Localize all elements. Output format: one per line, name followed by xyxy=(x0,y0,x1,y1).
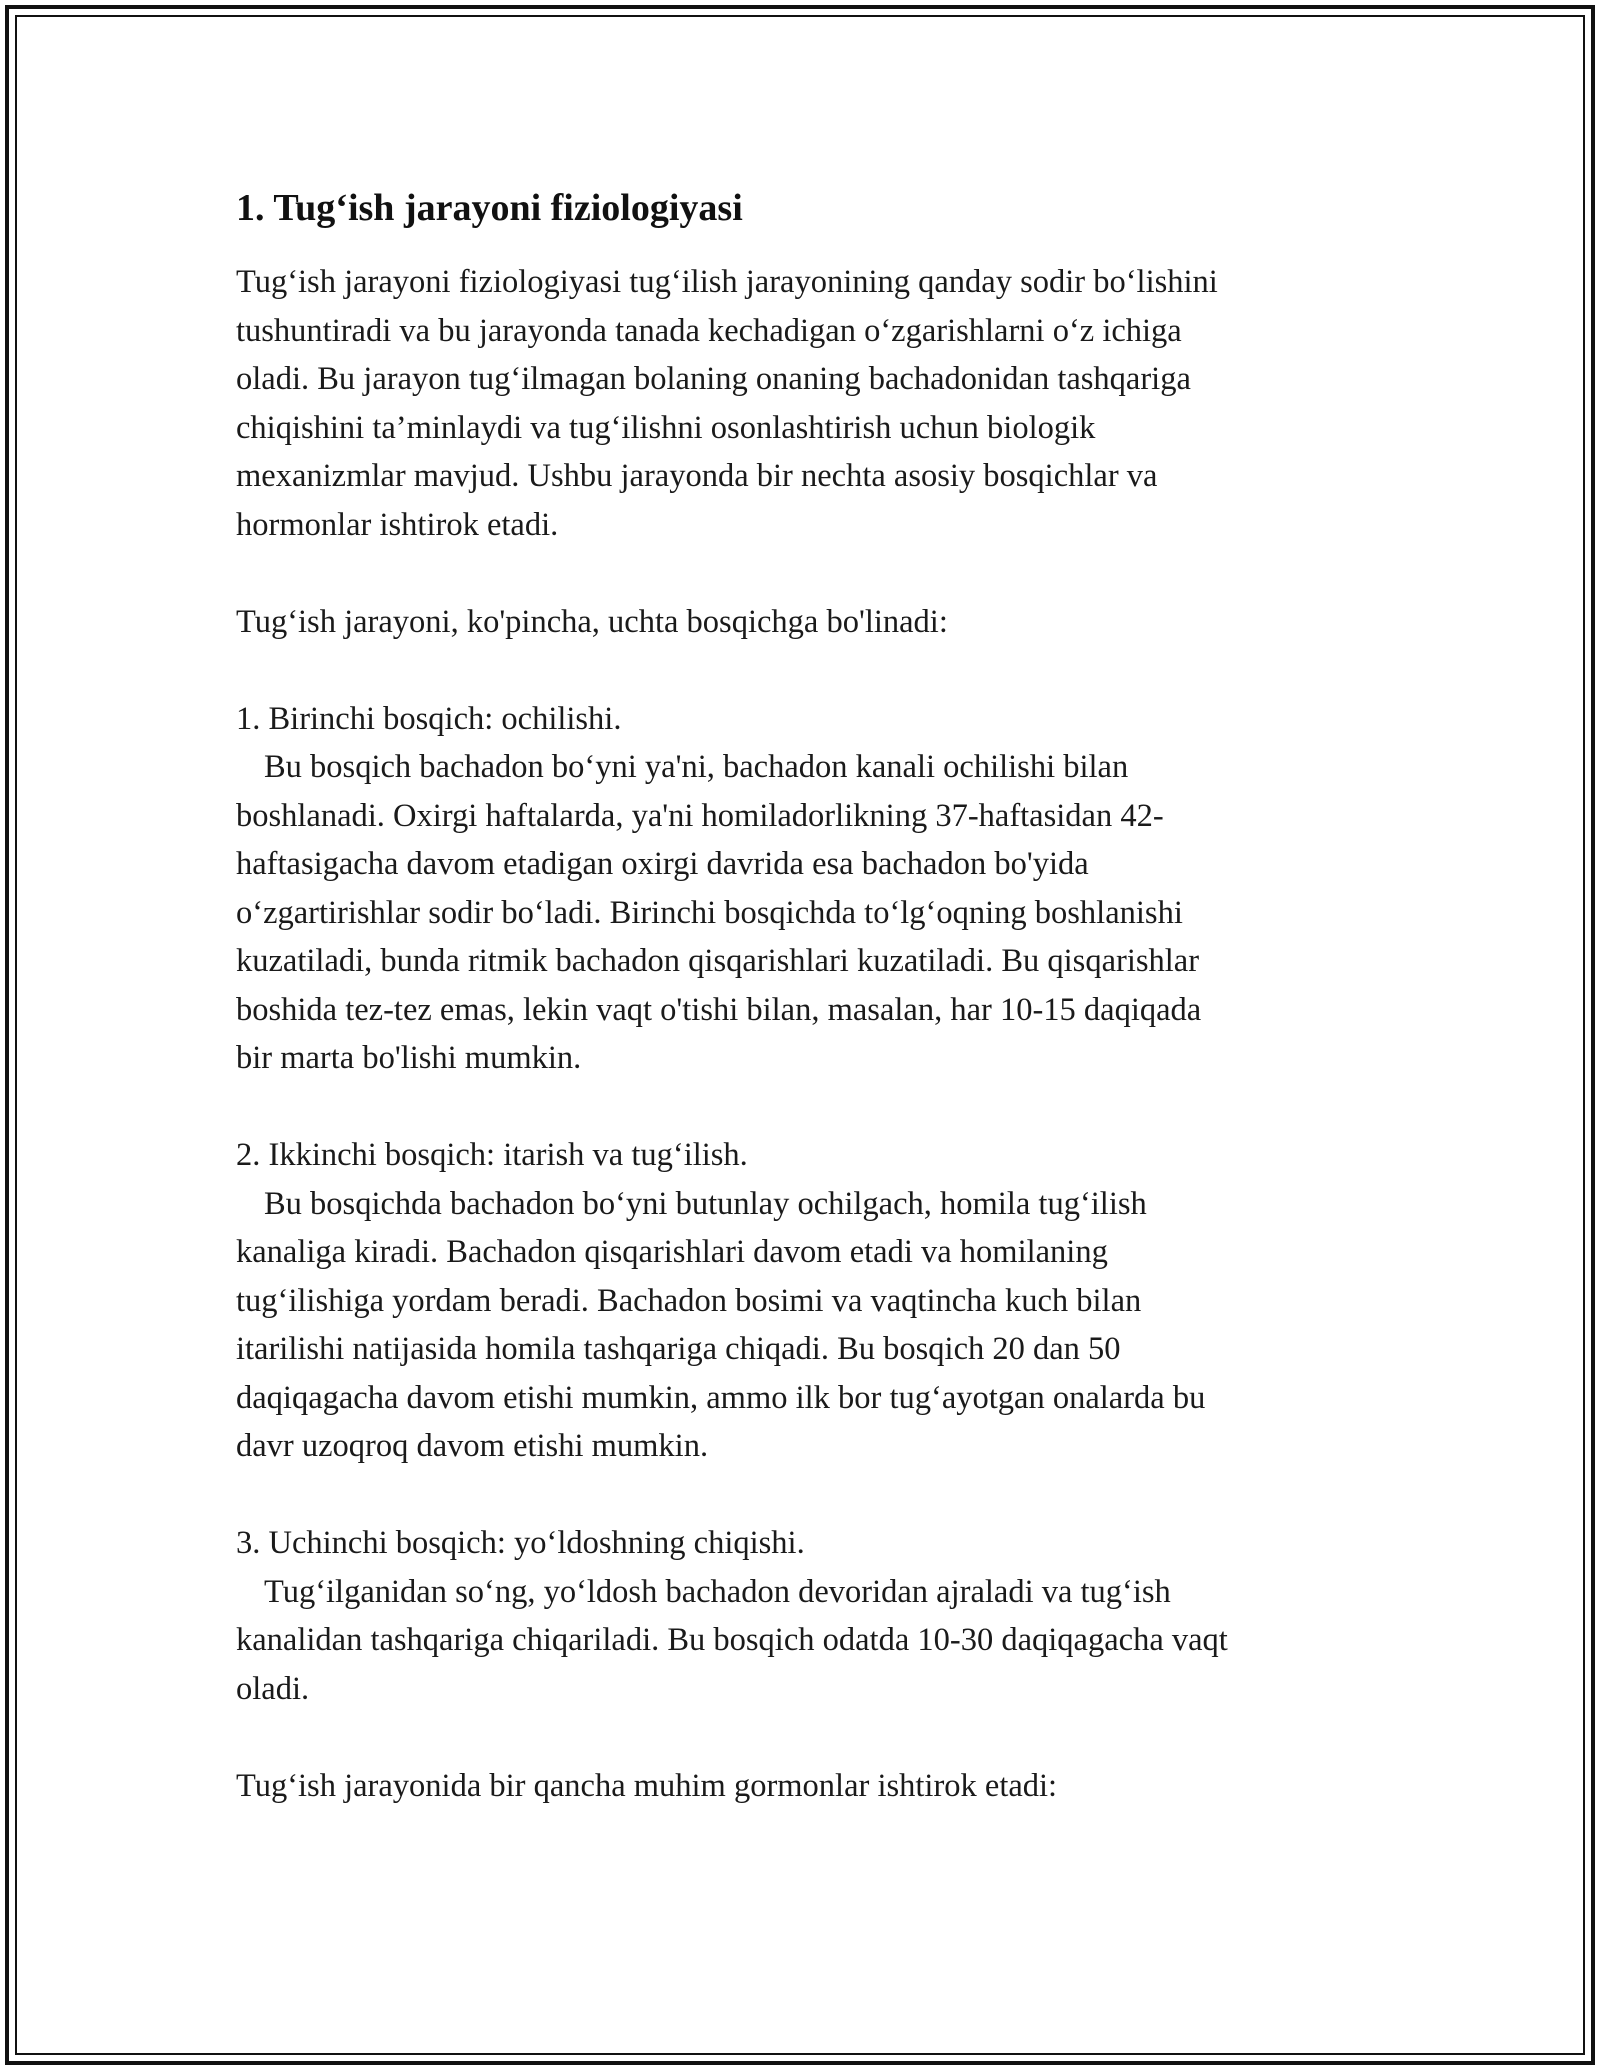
stage-body: Tug‘ilganidan so‘ng, yo‘ldosh bachadon devoridan ajraladi va tug‘ish kanalidan tashqariga chiqariladi. Bu bosqich odatda 10-30 daqiqagacha vaqt oladi. xyxy=(236,1573,1228,1707)
stage-title: 1. Birinchi bosqich: ochilishi. xyxy=(236,700,622,737)
stage-title: 3. Uchinchi bosqich: yo‘ldoshning chiqishi. xyxy=(236,1525,805,1561)
stage-item-1 xyxy=(236,695,1386,1083)
intro-paragraph: Tug‘ish jarayoni fiziologiyasi tug‘ilish jarayonining qanday sodir bo‘lishini tushuntiradi va bu jarayonda tanada kechadigan o‘zgarishlarni o‘z ichiga oladi. Bu jarayon tug‘ilmagan bolaning onaning bachadonidan tashqariga chiqishini ta’minlaydi va tug‘ilishni osonlashtirish uchun biologik mexanizmlar mavjud. Ushbu jarayonda bir nechta asosiy bosqichlar va hormonlar ishtirok etadi. xyxy=(236,264,1218,543)
section-heading: 1. Tug‘ish jarayoni fiziologiyasi xyxy=(236,187,743,229)
paragraph-spacer xyxy=(236,646,1386,695)
closing-paragraph: Tug‘ish jarayonida bir qancha muhim gormonlar ishtirok etadi: xyxy=(236,1767,1058,1804)
paragraph-spacer xyxy=(236,1471,1386,1520)
stage-item-2 xyxy=(236,1131,1386,1471)
stages-intro-paragraph: Tug‘ish jarayoni, ko'pincha, uchta bosqichga bo'linadi: xyxy=(236,603,948,640)
paragraph-spacer xyxy=(236,1083,1386,1132)
stage-body: Bu bosqich bachadon bo‘yni ya'ni, bachadon kanali ochilishi bilan boshlanadi. Oxirgi haftalarda, ya'ni homiladorlikning 37-haftasidan 42- haftasigacha davom etadigan oxirgi davrida esa bachadon bo'yida o‘zgartirishlar sodir bo‘ladi. Birinchi bosqichda to‘lg‘oqning boshlanishi kuzatiladi, bunda ritmik bachadon qisqarishlari kuzatiladi. Bu qisqarishlar boshida tez-tez emas, lekin vaqt o'tishi bilan, masalan, har 10-15 daqiqada bir marta bo'lishi mumkin. xyxy=(236,749,1202,1076)
paragraph-spacer xyxy=(236,549,1386,598)
stage-body: Bu bosqichda bachadon bo‘yni butunlay ochilgach, homila tug‘ilish kanaliga kiradi. Bachadon qisqarishlari davom etadi va homilaning tug‘ilishiga yordam beradi. Bachadon bosimi va vaqtincha kuch bilan itarilishi natijasida homila tashqariga chiqadi. Bu bosqich 20 dan 50 daqiqagacha davom etishi mumkin, ammo ilk bor tug‘ayotgan onalarda bu davr uzoqroq davom etishi mumkin. xyxy=(236,1185,1206,1464)
document-content xyxy=(236,184,1386,1810)
stage-item-3 xyxy=(236,1519,1386,1713)
paragraph-spacer xyxy=(236,1713,1386,1762)
stage-title: 2. Ikkinchi bosqich: itarish va tug‘ilish. xyxy=(236,1137,748,1173)
